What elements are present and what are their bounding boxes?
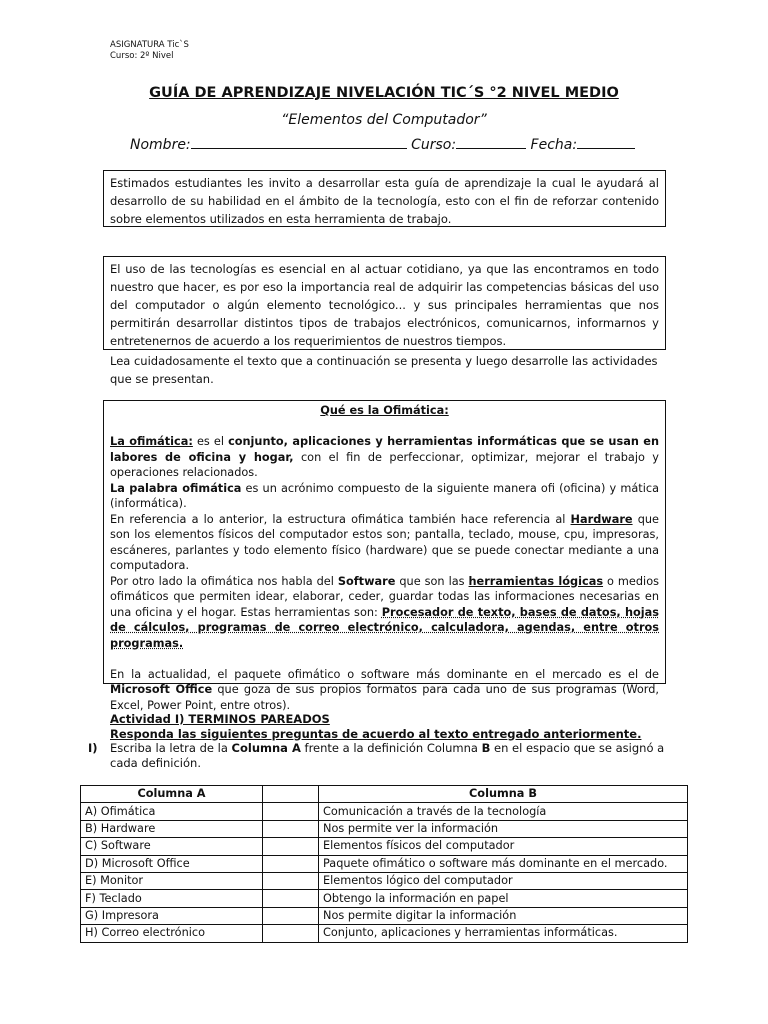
reading-p1: La ofimática: es el conjunto, aplicaciones y herramientas informáticas que se usan en labores de oficina y hogar, con el fin de perfeccionar, optimizar, mejorar el trabajo y operaciones relacionados. <box>110 435 659 479</box>
table-row: C) Software Elementos físicos del computador <box>81 838 688 855</box>
activity-block <box>110 712 670 770</box>
date-label: Fecha: <box>530 137 578 153</box>
activity-title: Actividad I) TERMINOS PAREADOS <box>110 712 330 726</box>
answer-cell[interactable] <box>263 855 319 872</box>
table-row: B) Hardware Nos permite ver la información <box>81 820 688 837</box>
reading-p5: En la actualidad, el paquete ofimático o software más dominante en el mercado es el de Microsoft Office que goza de sus propios formatos para cada uno de sus programas (Word, Excel, Power Point, entre otros). <box>110 667 660 712</box>
reading-p3: En referencia a lo anterior, la estructura ofimática también hace referencia al Hardware que son los elementos físicos del computador estos son; pantalla, teclado, mouse, cpu, impresoras, escáneres, parlantes y todo elemento físico (hardware) que se puede conectar mediante a una computadora. <box>110 512 659 572</box>
activity-roman: I) <box>88 741 98 755</box>
course-label: Curso: <box>411 137 457 153</box>
table-row: G) Impresora Nos permite digitar la información <box>81 907 688 924</box>
answer-cell[interactable] <box>263 838 319 855</box>
answer-cell[interactable] <box>263 890 319 907</box>
table-row: F) Teclado Obtengo la información en papel <box>81 890 688 907</box>
table-row: H) Correo electrónico Conjunto, aplicaciones y herramientas informáticas. <box>81 925 688 942</box>
answer-cell[interactable] <box>263 820 319 837</box>
date-line[interactable] <box>577 136 635 149</box>
instruction-text: Lea cuidadosamente el texto que a continuación se presenta y luego desarrolle las actividades que se presentan. <box>110 354 658 386</box>
reading-p4: Por otro lado la ofimática nos habla del Software que son las herramientas lógicas o medios ofimáticos que permiten idear, elaborar, ceder, guardar todas las informaciones necesarias en una oficina y el hogar. Estas herramientas son: Procesador de texto, bases de datos, hojas de cálculos, programas de correo electrónico, calculadora, agendas, entre otros programas. <box>110 574 659 650</box>
header-subject: ASIGNATURA Tic`S <box>110 40 189 50</box>
intro-box: Estimados estudiantes les invito a desarrollar esta guía de aprendizaje la cual le ayudará al desarrollo de su habilidad en el ámbito de la tecnología, esto con el fin de reforzar contenido sobre elementos utilizados en esta herramienta de trabajo. <box>103 170 666 227</box>
answer-cell[interactable] <box>263 872 319 889</box>
header-col-b: Columna B <box>319 786 688 803</box>
answer-header <box>263 786 319 803</box>
activity-subtitle: Responda las siguientes preguntas de acuerdo al texto entregado anteriormente. <box>110 726 642 741</box>
answer-cell[interactable] <box>263 925 319 942</box>
table-row: D) Microsoft Office Paquete ofimático o software más dominante en el mercado. <box>81 855 688 872</box>
reading-heading: Qué es la Ofimática: <box>320 404 449 417</box>
header-col-a: Columna A <box>81 786 263 803</box>
reading-p2: La palabra ofimática es un acrónimo compuesto de la siguiente manera ofi (oficina) y mática (informática). <box>110 481 659 510</box>
student-fields <box>130 136 635 153</box>
name-line[interactable] <box>191 136 407 149</box>
page-subtitle: “Elementos del Computador” <box>281 112 487 128</box>
table-header-row <box>81 786 688 803</box>
activity-instruction: Escriba la letra de la Columna A frente a la definición Columna B en el espacio que se asignó a cada definición. <box>110 741 665 770</box>
answer-cell[interactable] <box>263 907 319 924</box>
table-row: E) Monitor Elementos lógico del computador <box>81 872 688 889</box>
reading-box <box>103 400 666 712</box>
table-row: A) Ofimática Comunicación a través de la tecnología <box>81 803 688 820</box>
context-box: El uso de las tecnologías es esencial en al actuar cotidiano, ya que las encontramos en todo nuestro que hacer, es por eso la importancia real de adquirir las competencias básicas del uso del computador o algún elemento tecnológico... y sus principales herramientas que nos permitirán desarrollar distintos tipos de trabajos electrónicos, comunicarnos, informarnos y entretenernos de acuerdo a los requerimientos de nuestros tiempos. <box>103 256 666 350</box>
matching-table <box>80 785 688 943</box>
header-course: Curso: 2º Nivel <box>110 51 174 61</box>
course-line[interactable] <box>456 136 526 149</box>
page-title: GUÍA DE APRENDIZAJE NIVELACIÓN TIC´S °2 NIVEL MEDIO <box>149 85 619 101</box>
answer-cell[interactable] <box>263 803 319 820</box>
name-label: Nombre: <box>130 137 191 153</box>
